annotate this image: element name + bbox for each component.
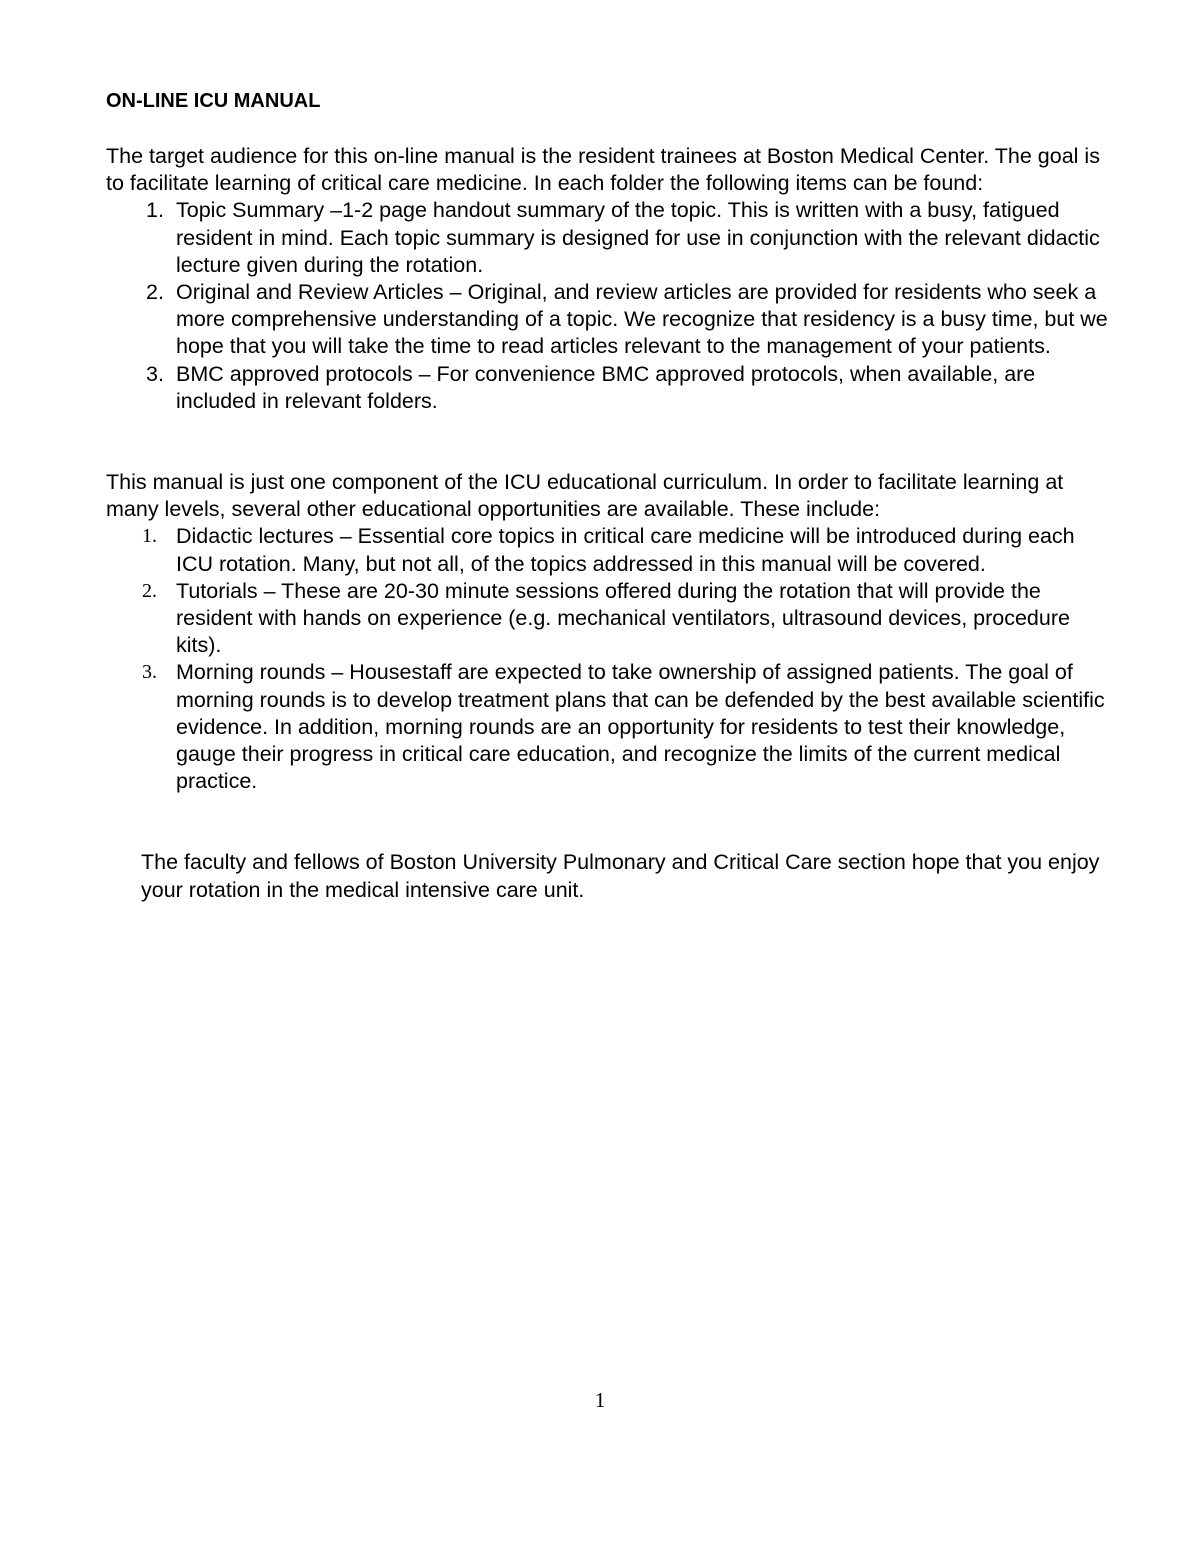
list-item <box>106 523 1116 577</box>
list-item <box>106 197 1116 279</box>
list-item-number: 3. <box>146 361 164 386</box>
folder-items-list <box>106 197 1116 415</box>
list-item-number: 3. <box>142 661 157 684</box>
list-item <box>106 279 1116 361</box>
curriculum-paragraph: This manual is just one component of the ICU educational curriculum. In order to facilitate learning at many levels, several other educational opportunities are available. These include: <box>106 470 1064 522</box>
list-item-text: Original and Review Articles – Original, and review articles are provided for residents who seek a more comprehensive understanding of a topic. We recognize that residency is a busy time, but we hope that you will take the time to read articles relevant to the management of your patients. <box>176 280 1108 359</box>
opportunities-list <box>106 523 1116 795</box>
list-item-number: 1. <box>142 525 157 548</box>
spacer <box>106 415 1116 469</box>
list-item <box>106 361 1116 415</box>
spacer <box>106 795 1116 849</box>
document-page <box>106 88 1116 904</box>
list-item-number: 1. <box>146 198 164 223</box>
list-item-text: Didactic lectures – Essential core topics in critical care medicine will be introduced during each ICU rotation. Many, but not all, of the topics addressed in this manual will be covered. <box>176 524 1075 576</box>
closing-paragraph: The faculty and fellows of Boston University Pulmonary and Critical Care section hope that you enjoy your rotation in the medical intensive care unit. <box>141 850 1100 902</box>
list-item-text: Tutorials – These are 20-30 minute sessions offered during the rotation that will provide the resident with hands on experience (e.g. mechanical ventilators, ultrasound devices, procedure kits). <box>176 578 1070 658</box>
list-item-text: BMC approved protocols – For convenience BMC approved protocols, when available, are included in relevant folders. <box>176 361 1036 413</box>
list-item-number: 2. <box>142 579 157 602</box>
list-item <box>106 659 1116 795</box>
list-item-text: Morning rounds – Housestaff are expected to take ownership of assigned patients. The goal of morning rounds is to develop treatment plans that can be defended by the best available scientific evidence. In addition, morning rounds are an opportunity for residents to test their knowledge, gauge their progress in critical care education, and recognize the limits of the current medical practice. <box>176 660 1105 794</box>
page-number: 1 <box>594 1388 606 1412</box>
intro-paragraph: The target audience for this on-line manual is the resident trainees at Boston Medical Center. The goal is to facilitate learning of critical care medicine. In each folder the following items can be found: <box>106 144 1100 196</box>
list-item-text: Topic Summary –1-2 page handout summary of the topic. This is written with a busy, fatigued resident in mind. Each topic summary is designed for use in conjunction with the relevant didactic lecture given during the rotation. <box>176 198 1100 277</box>
document-title: ON-LINE ICU MANUAL <box>106 90 321 112</box>
list-item <box>106 578 1116 660</box>
list-item-number: 2. <box>146 280 164 305</box>
